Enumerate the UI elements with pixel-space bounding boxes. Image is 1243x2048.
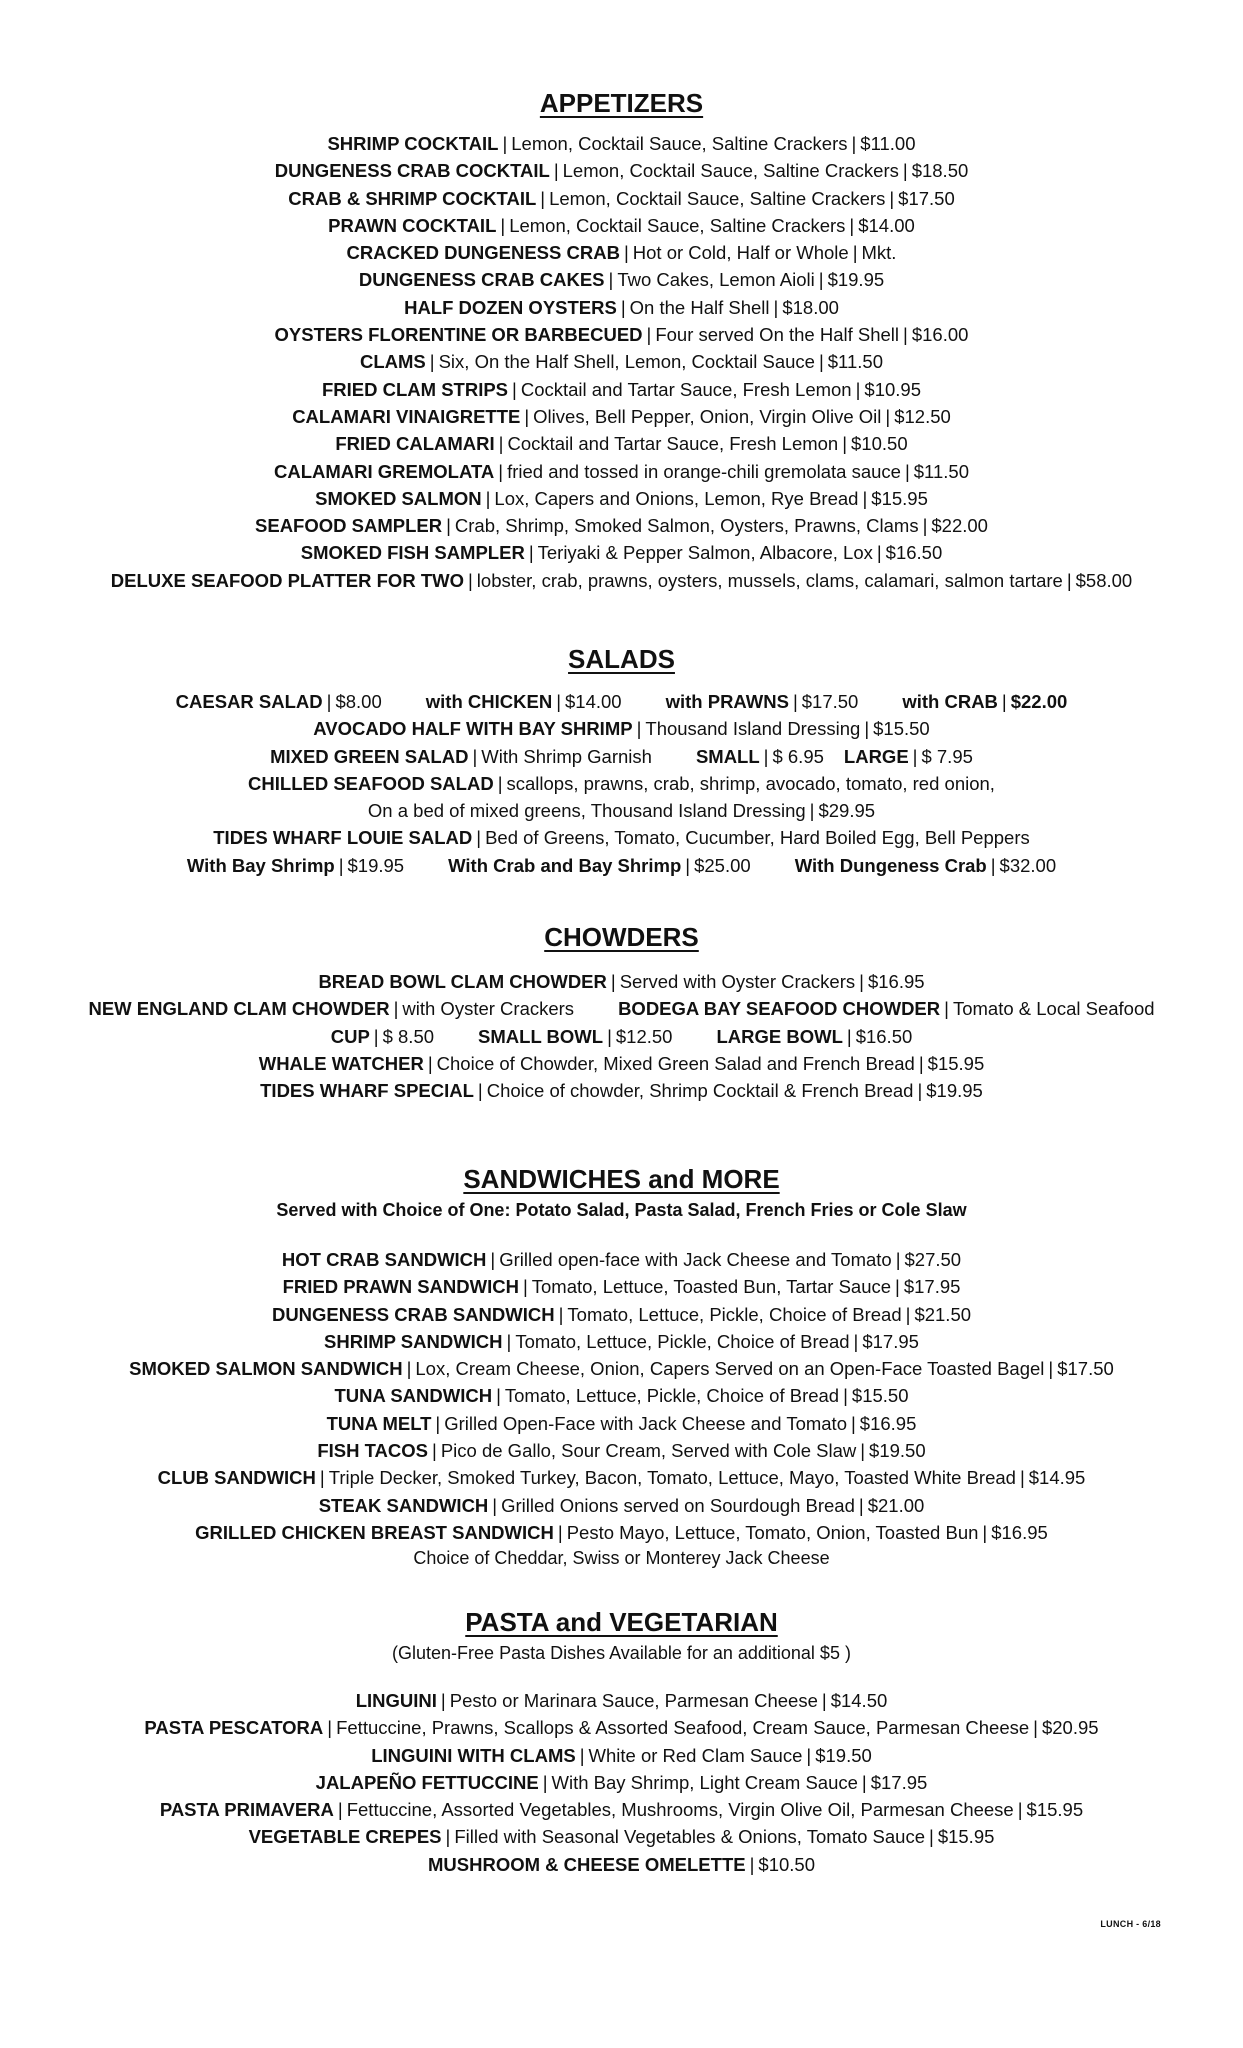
cheese-note: Choice of Cheddar, Swiss or Monterey Jack Cheese: [413, 1548, 830, 1569]
item-name: DUNGENESS CRAB CAKES: [358, 269, 605, 291]
option-name: with CRAB: [902, 691, 998, 712]
item-description: On a bed of mixed greens, Thousand Island Dressing: [367, 800, 806, 822]
item-description: Bed of Greens, Tomato, Cucumber, Hard Boiled Egg, Bell Peppers: [485, 827, 1030, 849]
menu-item: [0, 130, 1243, 157]
menu-item: [0, 376, 1243, 403]
menu-item: [0, 1437, 1243, 1464]
item-price: $20.95: [1041, 1717, 1099, 1739]
size-price: $ 7.95: [921, 745, 973, 767]
item-price: $10.50: [758, 1853, 815, 1875]
menu-item: [0, 239, 1243, 266]
item-price: $14.95: [1028, 1467, 1086, 1489]
item-price: $58.00: [1075, 569, 1133, 591]
separator: |: [579, 1744, 585, 1766]
menu-item: [0, 1769, 1243, 1796]
separator: |: [858, 1494, 864, 1516]
item-price: $11.00: [860, 133, 916, 154]
separator: |: [446, 515, 451, 537]
menu-item: [0, 348, 1243, 375]
item-description: fried and tossed in orange-chili gremolata sauce: [507, 460, 901, 482]
item-name: CLAMS: [360, 351, 426, 373]
item-name: LINGUINI WITH CLAMS: [371, 1744, 576, 1766]
item-name: FRIED CALAMARI: [335, 433, 495, 455]
item-name: MUSHROOM & CHEESE OMELETTE: [427, 1853, 746, 1875]
option-name: With Crab and Bay Shrimp: [448, 854, 682, 876]
menu-item-chilled-seafood: CHILLED SEAFOOD SALAD | scallops, prawns, crab, shrimp, avocado, tomato, red onion,: [248, 772, 995, 794]
item-description: On the Half Shell: [629, 296, 770, 318]
separator: |: [557, 1521, 563, 1543]
item-description: lobster, crab, prawns, oysters, mussels, clams, calamari, salmon tartare: [476, 569, 1063, 591]
sandwiches-section: [0, 1162, 1243, 1570]
separator: |: [440, 1690, 446, 1711]
menu-item: [0, 512, 1243, 539]
item-name: DELUXE SEAFOOD PLATTER FOR TWO: [110, 569, 464, 591]
item-name: FRIED PRAWN SANDWICH: [282, 1276, 519, 1298]
item-description: Six, On the Half Shell, Lemon, Cocktail Sauce: [438, 351, 815, 373]
menu-item: [0, 1742, 1243, 1769]
separator: |: [542, 1771, 548, 1793]
menu-item-louie: TIDES WHARF LOUIE SALAD | Bed of Greens, Tomato, Cucumber, Hard Boiled Egg, Bell Peppers: [213, 827, 1030, 849]
size-name: LARGE: [843, 745, 909, 767]
separator: |: [862, 487, 868, 509]
separator: |: [485, 487, 491, 509]
item-description: Cocktail and Tartar Sauce, Fresh Lemon: [520, 378, 852, 400]
item-description: Fettuccine, Prawns, Scallops & Assorted Seafood, Cream Sauce, Parmesan Cheese: [336, 1717, 1030, 1739]
item-name: GRILLED CHICKEN BREAST SANDWICH: [195, 1521, 554, 1543]
menu-item: [0, 321, 1243, 348]
item-price: $16.95: [859, 1412, 917, 1434]
option-price: $22.00: [1010, 691, 1068, 712]
separator: |: [522, 1276, 528, 1298]
item-price: $15.50: [851, 1385, 909, 1407]
sandwiches-subtitle: Served with Choice of One: Potato Salad, Pasta Salad, French Fries or Cole Slaw: [276, 1200, 967, 1220]
chowders-heading: CHOWDERS: [544, 922, 699, 952]
menu-item: [0, 485, 1243, 512]
menu-item: [0, 430, 1243, 457]
menu-item: [0, 212, 1243, 239]
item-price: $15.95: [927, 1052, 985, 1074]
separator: |: [821, 1690, 827, 1711]
size-price: $16.50: [855, 1025, 913, 1047]
menu-code: LUNCH - 6/18: [1100, 1919, 1161, 1929]
item-name: JALAPEÑO FETTUCCINE: [315, 1771, 539, 1793]
item-description: Choice of chowder, Shrimp Cocktail & French Bread: [486, 1080, 914, 1102]
item-price: $16.50: [885, 542, 943, 564]
separator: |: [558, 1303, 564, 1325]
size-price: $ 8.50: [382, 1025, 435, 1047]
item-name: OYSTERS FLORENTINE OR BARBECUED: [274, 324, 643, 346]
menu-item-mixed-green: MIXED GREEN SALAD | With Shrimp Garnish SMALL | $ 6.95 LARGE | $ 7.95: [270, 745, 973, 767]
item-name: PASTA PESCATORA: [144, 1717, 324, 1739]
separator: |: [500, 214, 506, 236]
item-name: AVOCADO HALF WITH BAY SHRIMP: [313, 718, 633, 740]
item-description: With Bay Shrimp, Light Cream Sauce: [551, 1771, 858, 1793]
separator: |: [492, 1494, 498, 1516]
item-price: $15.50: [873, 718, 930, 740]
item-price: $14.50: [830, 1690, 888, 1711]
separator: |: [540, 187, 546, 209]
item-description: With Shrimp Garnish: [481, 745, 652, 767]
separator: |: [432, 1440, 437, 1462]
pasta-section: [0, 1605, 1243, 1878]
item-description: Filled with Seasonal Vegetables & Onions, Tomato Sauce: [454, 1826, 925, 1848]
menu-item: [0, 567, 1243, 594]
separator: |: [903, 324, 908, 346]
separator: |: [528, 542, 534, 564]
item-price: $10.50: [851, 433, 908, 455]
separator: |: [749, 1853, 755, 1875]
separator: |: [445, 1826, 451, 1848]
separator: |: [1066, 569, 1072, 591]
item-price: $21.50: [914, 1303, 972, 1325]
item-name: TUNA SANDWICH: [334, 1385, 493, 1407]
item-name: STEAK SANDWICH: [318, 1494, 489, 1516]
option-price: $19.95: [347, 854, 405, 876]
item-description: Grilled Onions served on Sourdough Bread: [501, 1494, 855, 1516]
item-description: Crab, Shrimp, Smoked Salmon, Oysters, Prawns, Clams: [454, 515, 919, 537]
item-description: Lemon, Cocktail Sauce, Saltine Crackers: [549, 187, 886, 209]
item-description: Triple Decker, Smoked Turkey, Bacon, Tomato, Lettuce, Mayo, Toasted White Bread: [328, 1467, 1016, 1489]
separator: |: [889, 187, 895, 209]
separator: |: [467, 569, 473, 591]
item-description: Lemon, Cocktail Sauce, Saltine Crackers: [562, 160, 899, 182]
separator: |: [435, 1412, 441, 1434]
separator: |: [1033, 1717, 1038, 1739]
option-price: $14.00: [565, 691, 622, 712]
menu-item-whale-watcher: WHALE WATCHER | Choice of Chowder, Mixed Green Salad and French Bread | $15.95: [258, 1052, 985, 1074]
item-description: White or Red Clam Sauce: [588, 1744, 803, 1766]
item-name: CRACKED DUNGENESS CRAB: [346, 242, 620, 264]
separator: |: [860, 1440, 866, 1462]
item-name: NEW ENGLAND CLAM CHOWDER: [88, 998, 390, 1020]
separator: |: [490, 1249, 496, 1270]
separator: |: [849, 214, 855, 236]
option-name: with CHICKEN: [425, 691, 553, 712]
salads-list: [0, 688, 1243, 879]
separator: |: [1048, 1358, 1054, 1380]
menu-item: [0, 1823, 1243, 1850]
item-description: Two Cakes, Lemon Aioli: [617, 269, 815, 291]
separator: |: [842, 433, 848, 455]
item-name: CALAMARI GREMOLATA: [274, 460, 495, 482]
separator: |: [850, 1412, 856, 1434]
chowders-list: [0, 968, 1243, 1104]
separator: |: [496, 1385, 501, 1407]
item-name: HALF DOZEN OYSTERS: [404, 296, 617, 318]
menu-item-chowder-types: NEW ENGLAND CLAM CHOWDER | with Oyster Crackers BODEGA BAY SEAFOOD CHOWDER | Tomato & Local Seafood: [88, 998, 1155, 1020]
item-description: Cocktail and Tartar Sauce, Fresh Lemon: [507, 433, 839, 455]
size-price: $ 6.95: [772, 745, 824, 767]
item-description: Tomato, Lettuce, Pickle, Choice of Bread: [567, 1303, 902, 1325]
item-description: Served with Oyster Crackers: [619, 971, 856, 992]
item-description: Grilled Open-Face with Jack Cheese and Tomato: [444, 1412, 847, 1434]
separator: |: [319, 1467, 325, 1489]
item-price: $15.95: [1026, 1799, 1084, 1821]
menu-item-tides-special: TIDES WHARF SPECIAL | Choice of chowder, Shrimp Cocktail & French Bread | $19.95: [260, 1080, 983, 1102]
separator: |: [327, 1717, 333, 1739]
item-name: BREAD BOWL CLAM CHOWDER: [318, 971, 607, 992]
pasta-list: [0, 1687, 1243, 1878]
item-name: VEGETABLE CREPES: [248, 1826, 442, 1848]
item-description: with Oyster Crackers: [402, 998, 575, 1020]
item-price: $16.95: [991, 1521, 1048, 1543]
item-price: $14.00: [858, 214, 915, 236]
separator: |: [902, 160, 908, 182]
item-price: $15.95: [871, 487, 928, 509]
item-price: $16.95: [867, 971, 925, 992]
separator: |: [406, 1358, 412, 1380]
item-name: CHILLED SEAFOOD SALAD: [248, 772, 494, 794]
item-name: DUNGENESS CRAB SANDWICH: [271, 1303, 555, 1325]
option-price: $17.50: [801, 691, 859, 712]
item-description: Lox, Cream Cheese, Onion, Capers Served on an Open-Face Toasted Bagel: [415, 1358, 1045, 1380]
chowders-section: [0, 920, 1243, 1104]
item-description: Lox, Capers and Onions, Lemon, Rye Bread: [494, 487, 859, 509]
item-name: HOT CRAB SANDWICH: [281, 1249, 487, 1270]
separator: |: [429, 351, 435, 373]
item-description: Hot or Cold, Half or Whole: [632, 242, 849, 264]
item-name: TIDES WHARF LOUIE SALAD: [213, 827, 473, 849]
item-name: SHRIMP SANDWICH: [324, 1330, 503, 1352]
item-name: DUNGENESS CRAB COCKTAIL: [274, 160, 550, 182]
menu-item: [0, 185, 1243, 212]
menu-item: [0, 1492, 1243, 1519]
item-name: FISH TACOS: [317, 1440, 429, 1462]
menu-item: [0, 1796, 1243, 1823]
item-description: Tomato, Lettuce, Pickle, Choice of Bread: [515, 1330, 850, 1352]
size-name: SMALL: [695, 745, 760, 767]
item-price: $19.50: [869, 1440, 926, 1462]
item-description: Lemon, Cocktail Sauce, Saltine Crackers: [509, 214, 846, 236]
item-description: Fettuccine, Assorted Vegetables, Mushrooms, Virgin Olive Oil, Parmesan Cheese: [346, 1799, 1014, 1821]
separator: |: [1019, 1467, 1025, 1489]
item-price: $27.50: [904, 1249, 962, 1270]
menu-item-louie-options: With Bay Shrimp | $19.95 With Crab and Bay Shrimp | $25.00 With Dungeness Crab | $32.00: [186, 854, 1057, 876]
separator: |: [623, 242, 629, 264]
item-price: $11.50: [913, 460, 969, 482]
item-description: Pico de Gallo, Sour Cream, Served with Cole Slaw: [440, 1440, 857, 1462]
separator: |: [904, 460, 910, 482]
appetizers-heading: APPETIZERS: [539, 88, 704, 118]
item-description: scallops, prawns, crab, shrimp, avocado, tomato, red onion,: [506, 772, 995, 794]
item-name: CAESAR SALAD: [175, 691, 323, 712]
salads-heading: SALADS: [568, 644, 675, 674]
item-price: $10.95: [864, 378, 922, 400]
option-name: with PRAWNS: [665, 691, 789, 712]
pasta-subtitle: (Gluten-Free Pasta Dishes Available for an additional $5 ): [392, 1643, 851, 1663]
separator: |: [843, 1385, 848, 1407]
item-name: LINGUINI: [355, 1690, 437, 1711]
menu-item-caesar: CAESAR SALAD | $8.00 with CHICKEN | $14.00 with PRAWNS | $17.50 with CRAB | $22.00: [175, 691, 1068, 712]
item-price: $12.50: [894, 405, 951, 427]
menu-item-avocado: AVOCADO HALF WITH BAY SHRIMP | Thousand Island Dressing | $15.50: [313, 718, 930, 740]
item-price: $18.50: [911, 160, 969, 182]
menu-item: [0, 1246, 1243, 1273]
separator: |: [905, 1303, 911, 1325]
separator: |: [506, 1330, 512, 1352]
item-price: $21.00: [867, 1494, 925, 1516]
item-price: $18.00: [782, 296, 839, 318]
item-description: Teriyaki & Pepper Salmon, Albacore, Lox: [537, 542, 873, 564]
menu-item: [0, 266, 1243, 293]
menu-item: [0, 157, 1243, 184]
separator: |: [922, 515, 928, 537]
separator: |: [876, 542, 882, 564]
item-price: $15.95: [937, 1826, 995, 1848]
menu-item: [0, 1519, 1243, 1546]
menu-item: [0, 1464, 1243, 1491]
item-price: $17.95: [862, 1330, 919, 1352]
separator: |: [929, 1826, 934, 1848]
item-description: Tomato & Local Seafood: [952, 998, 1155, 1020]
sandwiches-heading: SANDWICHES and MORE: [463, 1164, 780, 1194]
item-name: WHALE WATCHER: [258, 1052, 424, 1074]
separator: |: [553, 160, 559, 182]
item-price: Mkt.: [861, 242, 897, 264]
separator: |: [861, 1771, 867, 1793]
appetizers-list: [0, 130, 1243, 594]
item-name: FRIED CLAM STRIPS: [321, 378, 509, 400]
size-name: LARGE BOWL: [716, 1025, 843, 1047]
menu-item: [0, 458, 1243, 485]
menu-item-chowder-sizes: CUP | $ 8.50 SMALL BOWL | $12.50 LARGE BOWL | $16.50: [330, 1025, 913, 1047]
separator: |: [895, 1276, 900, 1298]
separator: |: [502, 133, 508, 154]
item-name: CALAMARI VINAIGRETTE: [292, 405, 521, 427]
menu-item: [0, 294, 1243, 321]
option-price: $25.00: [694, 854, 751, 876]
separator: |: [851, 133, 857, 154]
salads-section: [0, 642, 1243, 879]
sandwiches-list: [0, 1246, 1243, 1546]
item-price: $17.95: [903, 1276, 961, 1298]
separator: |: [512, 378, 517, 400]
menu-item: [0, 539, 1243, 566]
separator: |: [524, 405, 530, 427]
menu-item: [0, 1851, 1243, 1878]
item-name: CLUB SANDWICH: [157, 1467, 316, 1489]
appetizers-section: [0, 86, 1243, 594]
separator: |: [885, 405, 891, 427]
separator: |: [852, 242, 858, 264]
menu-item: [0, 1328, 1243, 1355]
item-description: Pesto or Marinara Sauce, Parmesan Cheese: [449, 1690, 818, 1711]
item-name: TIDES WHARF SPECIAL: [260, 1080, 474, 1102]
menu-item: [0, 403, 1243, 430]
separator: |: [498, 433, 504, 455]
menu-item: [0, 1687, 1243, 1714]
item-price: $17.50: [1057, 1358, 1114, 1380]
item-price: $22.00: [931, 515, 988, 537]
separator: |: [853, 1330, 859, 1352]
menu-item: [0, 1273, 1243, 1300]
item-price: $19.95: [926, 1080, 983, 1102]
separator: |: [855, 378, 861, 400]
menu-item-chilled-seafood-cont: On a bed of mixed greens, Thousand Island Dressing | $29.95: [367, 800, 876, 822]
item-price: $29.95: [818, 800, 876, 822]
item-name: SMOKED SALMON: [315, 487, 482, 509]
item-name: CRAB & SHRIMP COCKTAIL: [288, 187, 537, 209]
separator: |: [806, 1744, 812, 1766]
item-description: Tomato, Lettuce, Toasted Bun, Tartar Sauce: [531, 1276, 892, 1298]
menu-item-bread-bowl: BREAD BOWL CLAM CHOWDER | Served with Oyster Crackers | $16.95: [318, 971, 925, 992]
separator: |: [818, 351, 824, 373]
size-name: CUP: [330, 1025, 370, 1047]
item-price: $19.50: [815, 1744, 872, 1766]
separator: |: [773, 296, 779, 318]
item-description: Tomato, Lettuce, Pickle, Choice of Bread: [504, 1385, 840, 1407]
option-price: $32.00: [999, 854, 1057, 876]
menu-item: [0, 1714, 1243, 1741]
item-description: Grilled open-face with Jack Cheese and Tomato: [499, 1249, 892, 1270]
menu-item: [0, 1382, 1243, 1409]
item-description: Four served On the Half Shell: [655, 324, 900, 346]
item-name: BODEGA BAY SEAFOOD CHOWDER: [618, 998, 941, 1020]
menu-item: [0, 1355, 1243, 1382]
item-description: Choice of Chowder, Mixed Green Salad and French Bread: [436, 1052, 915, 1074]
item-name: TUNA MELT: [326, 1412, 432, 1434]
separator: |: [982, 1521, 988, 1543]
item-price: $17.50: [898, 187, 955, 209]
menu-item: [0, 1301, 1243, 1328]
item-name: SMOKED FISH SAMPLER: [300, 542, 525, 564]
item-price: $17.95: [870, 1771, 928, 1793]
separator: |: [646, 324, 652, 346]
separator: |: [337, 1799, 343, 1821]
item-name: MIXED GREEN SALAD: [270, 745, 469, 767]
item-name: SHRIMP COCKTAIL: [327, 133, 499, 154]
separator: |: [895, 1249, 901, 1270]
size-name: SMALL BOWL: [478, 1025, 604, 1047]
separator: |: [608, 269, 614, 291]
item-description: Thousand Island Dressing: [645, 718, 861, 740]
item-price: $16.00: [911, 324, 969, 346]
item-description: Pesto Mayo, Lettuce, Tomato, Onion, Toasted Bun: [566, 1521, 979, 1543]
item-price: $11.50: [827, 351, 883, 373]
separator: |: [1017, 1799, 1023, 1821]
separator: |: [620, 296, 626, 318]
item-name: SMOKED SALMON SANDWICH: [129, 1358, 403, 1380]
item-description: Lemon, Cocktail Sauce, Saltine Crackers: [511, 133, 848, 154]
pasta-heading: PASTA and VEGETARIAN: [465, 1607, 778, 1637]
option-name: With Dungeness Crab: [794, 854, 987, 876]
menu-item: [0, 1410, 1243, 1437]
separator: |: [818, 269, 824, 291]
item-description: Olives, Bell Pepper, Onion, Virgin Olive Oil: [533, 405, 882, 427]
option-name: With Bay Shrimp: [186, 854, 335, 876]
separator: |: [498, 460, 504, 482]
item-name: PRAWN COCKTAIL: [328, 214, 497, 236]
item-price: $8.00: [335, 691, 382, 712]
item-name: PASTA PRIMAVERA: [159, 1799, 334, 1821]
item-price: $19.95: [827, 269, 885, 291]
size-price: $12.50: [615, 1025, 673, 1047]
item-name: SEAFOOD SAMPLER: [255, 515, 443, 537]
